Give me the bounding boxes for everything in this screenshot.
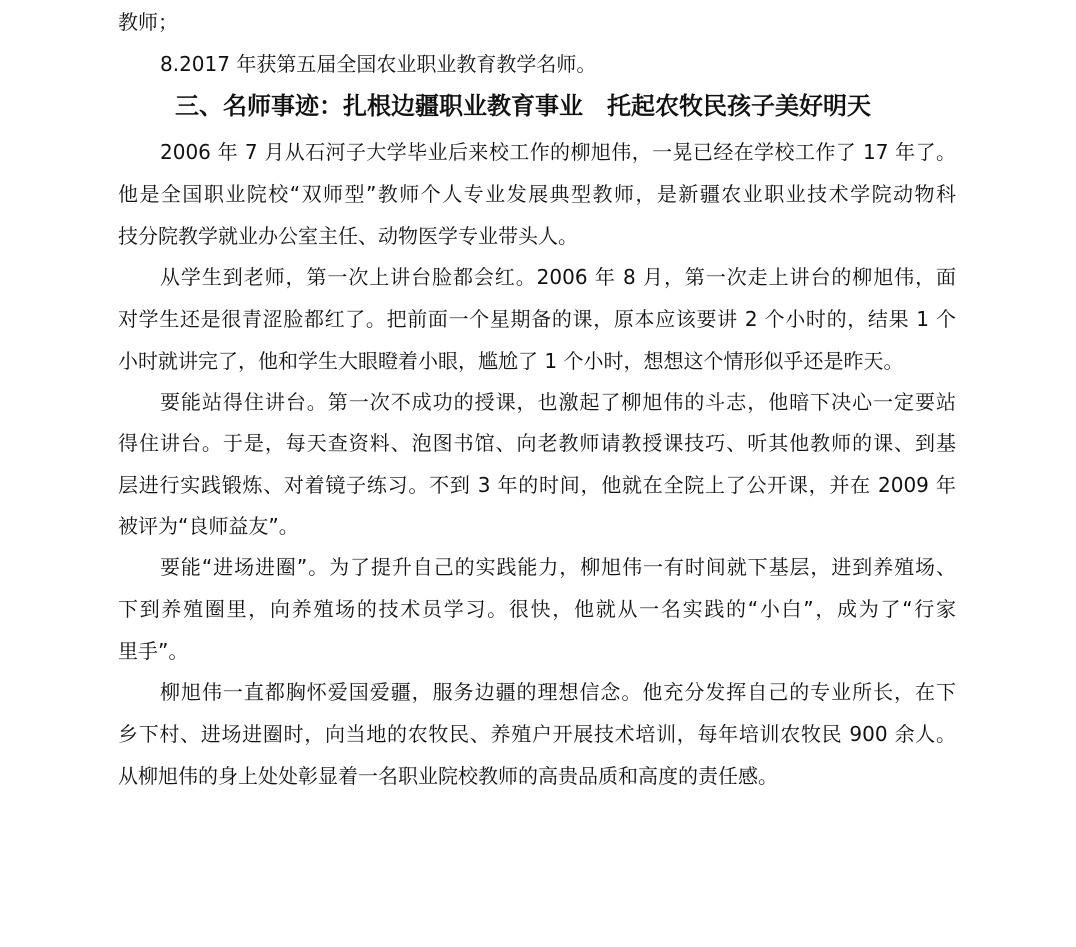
paragraph-line: 从学生到老师，第一次上讲台脸都会红。2006 年 8 月，第一次走上讲台的柳旭伟，面	[160, 265, 956, 289]
paragraph-line: 得住讲台。于是，每天查资料、泡图书馆、向老教师请教授课技巧、听其他教师的课、到基	[118, 431, 956, 455]
paragraph-line: 技分院教学就业办公室主任、动物医学专业带头人。	[118, 224, 578, 248]
paragraph-line: 小时就讲完了，他和学生大眼瞪着小眼，尴尬了 1 个小时，想想这个情形似乎还是昨天。	[118, 349, 904, 373]
section-heading: 三、名师事迹：扎根边疆职业教育事业 托起农牧民孩子美好明天	[175, 92, 871, 120]
paragraph-line: 乡下村、进场进圈时，向当地的农牧民、养殖户开展技术培训，每年培训农牧民 900 余人。	[118, 722, 956, 746]
paragraph-line: 下到养殖圈里，向养殖场的技术员学习。很快，他就从一名实践的“小白”，成为了“行家	[118, 597, 956, 621]
paragraph-line: 2006 年 7 月从石河子大学毕业后来校工作的柳旭伟，一晃已经在学校工作了 17 年了。	[160, 140, 956, 164]
paragraph-line: 教师；	[118, 10, 178, 34]
paragraph-line: 要能“进场进圈”。为了提升自己的实践能力，柳旭伟一有时间就下基层，进到养殖场、	[160, 555, 956, 579]
paragraph-line: 从柳旭伟的身上处处彰显着一名职业院校教师的高贵品质和高度的责任感。	[118, 764, 778, 788]
paragraph-line: 被评为“良师益友”。	[118, 514, 299, 538]
paragraph-line: 里手”。	[118, 639, 189, 663]
paragraph-line: 对学生还是很青涩脸都红了。把前面一个星期备的课，原本应该要讲 2 个小时的，结果 1 个	[118, 307, 956, 331]
paragraph-line: 层进行实践锻炼、对着镜子练习。不到 3 年的时间，他就在全院上了公开课，并在 2009 年	[118, 473, 956, 497]
paragraph-line: 他是全国职业院校“双师型”教师个人专业发展典型教师，是新疆农业职业技术学院动物科	[118, 182, 956, 206]
paragraph-line: 8.2017 年获第五届全国农业职业教育教学名师。	[160, 52, 597, 76]
paragraph-line: 柳旭伟一直都胸怀爱国爱疆，服务边疆的理想信念。他充分发挥自己的专业所长，在下	[160, 680, 956, 704]
paragraph-line: 要能站得住讲台。第一次不成功的授课，也激起了柳旭伟的斗志，他暗下决心一定要站	[160, 390, 956, 414]
